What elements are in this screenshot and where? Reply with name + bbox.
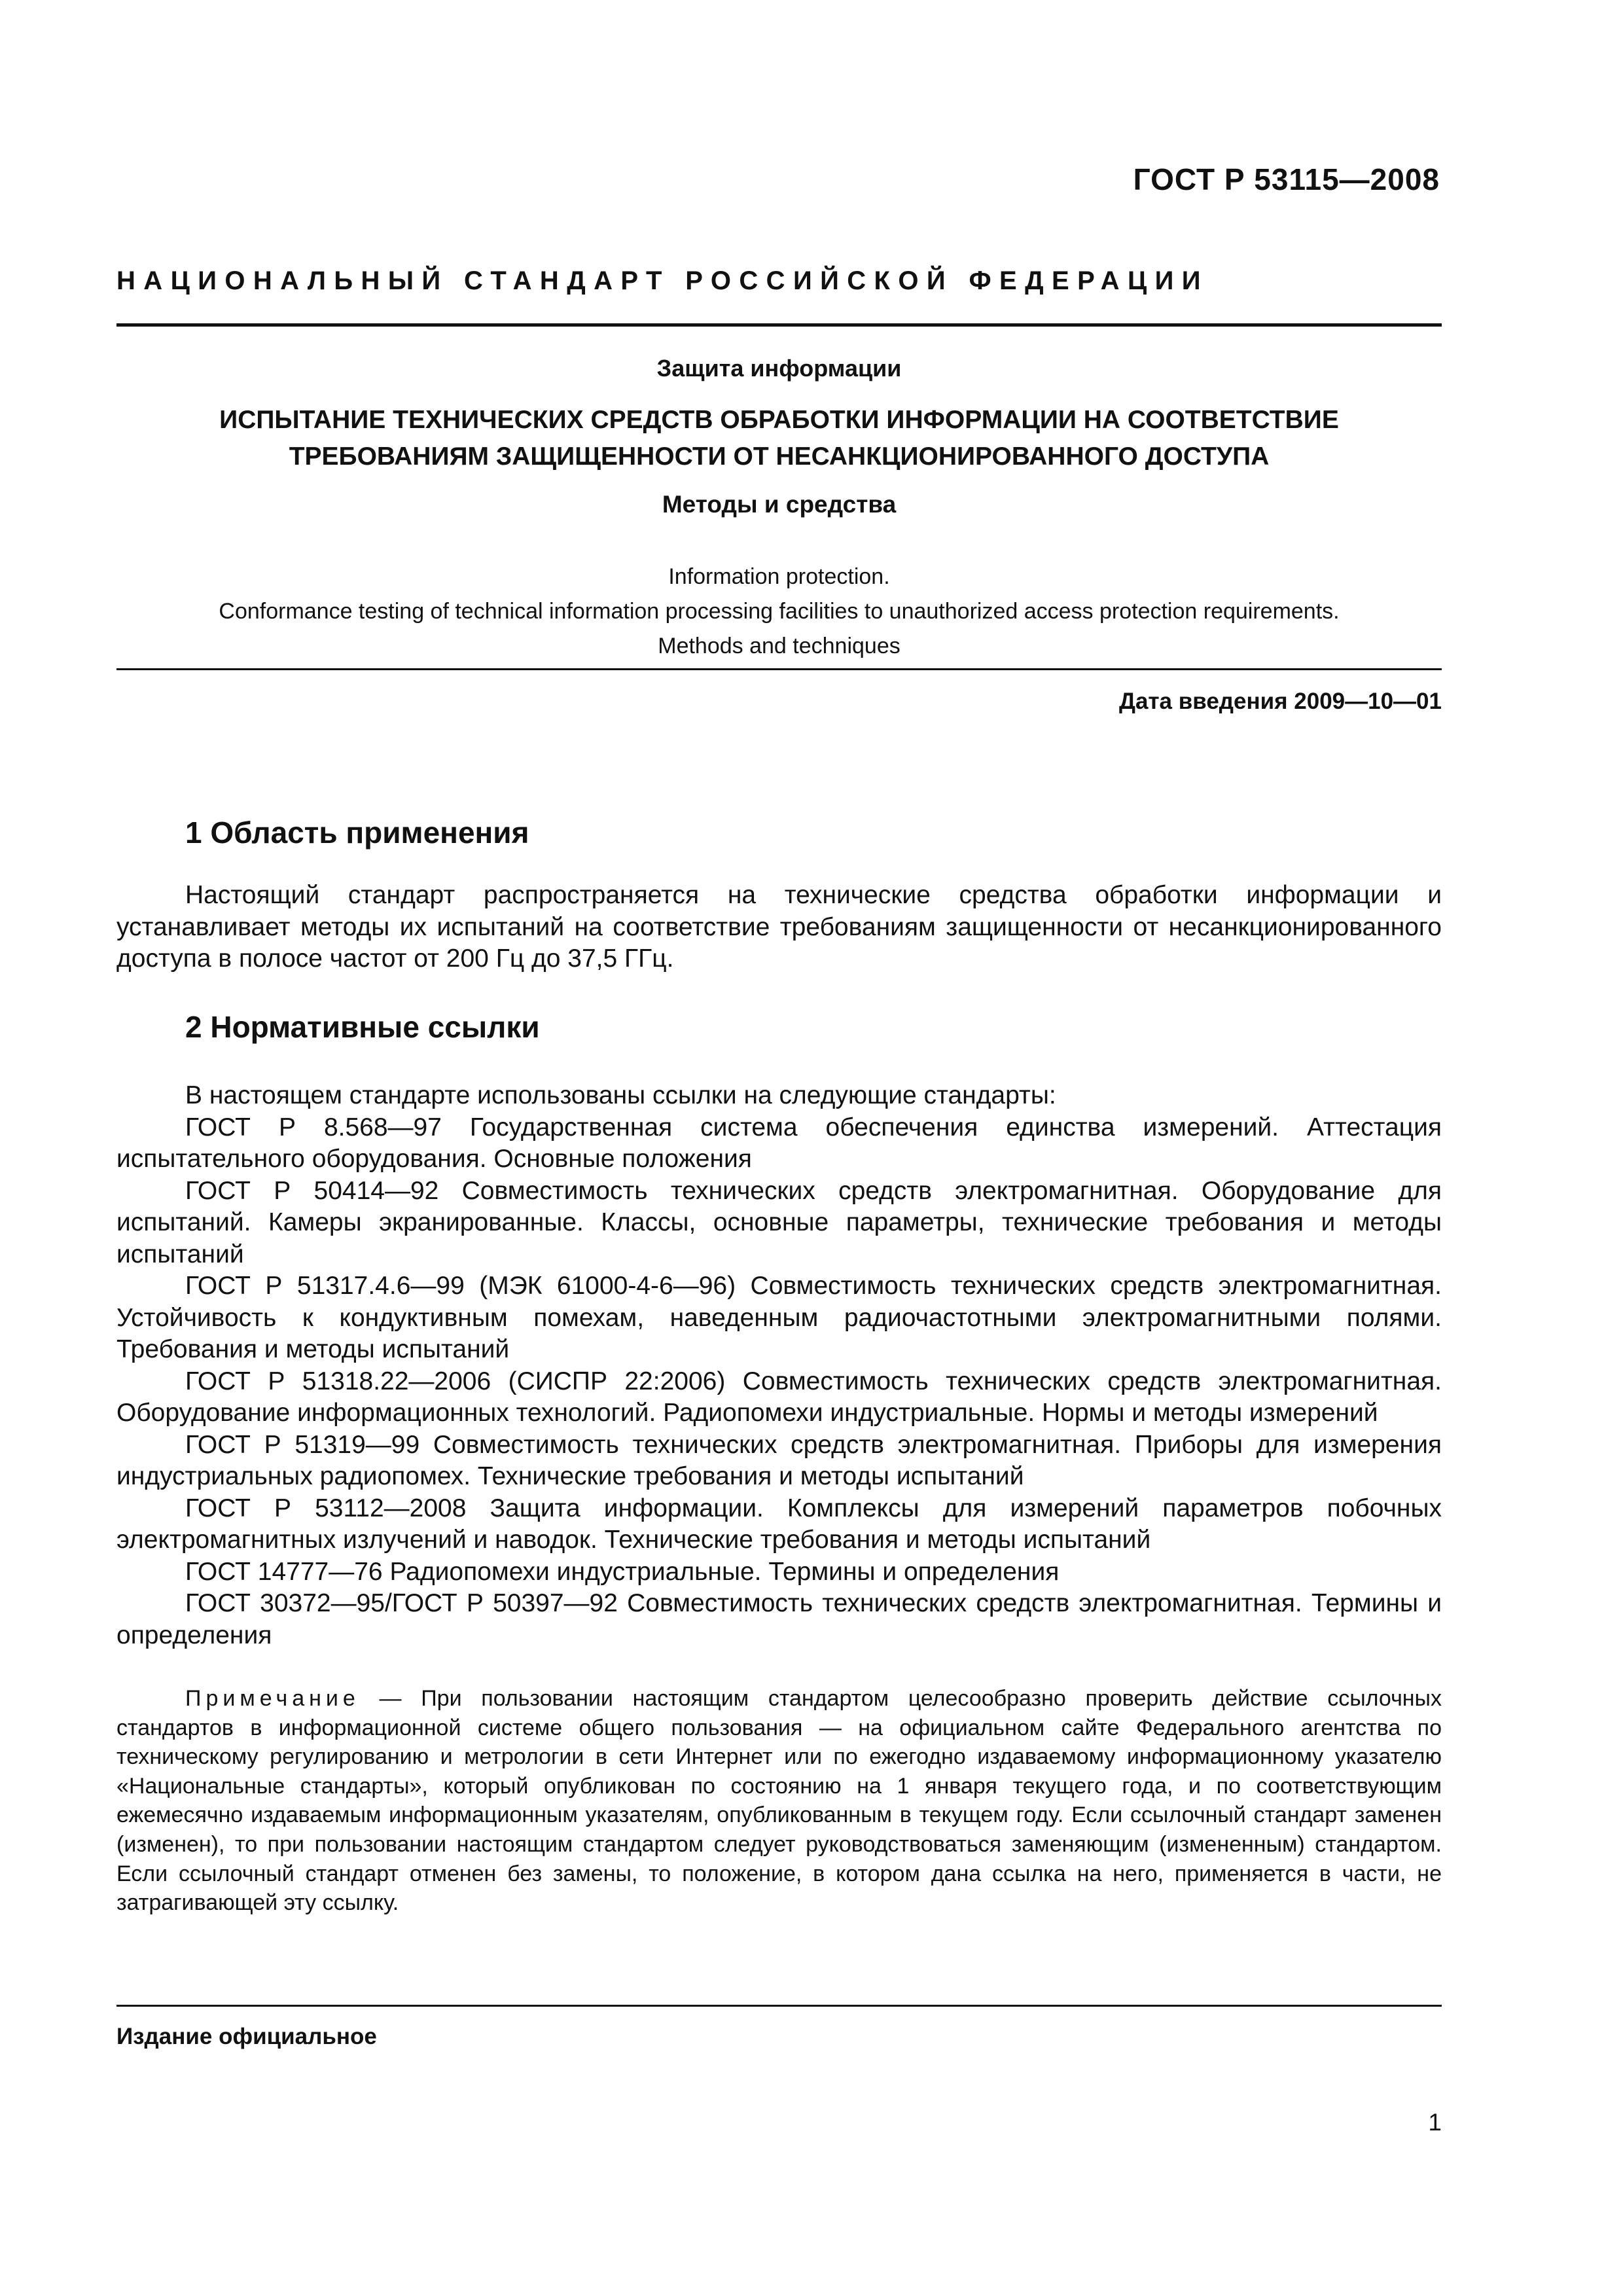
footer-divider (116, 2005, 1442, 2007)
reference-item: ГОСТ Р 51317.4.6—99 (МЭК 61000-4-6—96) Совместимость технических средств электромагнитная. Устойчивость к кондуктивным помехам, наведенным радиочастотными электромагнитными полями. Требования и методы испытаний (116, 1272, 1442, 1363)
document-title-line-2: ТРЕБОВАНИЯМ ЗАЩИЩЕННОСТИ ОТ НЕСАНКЦИОНИРОВАННОГО ДОСТУПА (289, 442, 1270, 471)
references-intro: В настоящем стандарте использованы ссылки на следующие стандарты: (185, 1081, 1056, 1109)
national-standard-heading: НАЦИОНАЛЬНЫЙ СТАНДАРТ РОССИЙСКОЙ ФЕДЕРАЦИИ (116, 266, 1209, 295)
reference-item: ГОСТ Р 53112—2008 Защита информации. Комплексы для измерений параметров побочных электромагнитных излучений и наводок. Технические требования и методы испытаний (116, 1494, 1442, 1554)
english-title (116, 560, 1442, 664)
english-title-line-1: Information protection. (668, 564, 890, 589)
reference-item: ГОСТ Р 51319—99 Совместимость технических средств электромагнитная. Приборы для измерения индустриальных радиопомех. Технические требования и методы испытаний (116, 1430, 1442, 1490)
english-title-line-3: Methods and techniques (658, 634, 901, 658)
note-label: Примечание (185, 1686, 360, 1711)
section-2-heading: 2 Нормативные ссылки (185, 1010, 540, 1044)
reference-item: ГОСТ Р 50414—92 Совместимость технических средств электромагнитная. Оборудование для испытаний. Камеры экранированные. Классы, основные параметры, технические требования и методы испытаний (116, 1176, 1442, 1268)
reference-item: ГОСТ 14777—76 Радиопомехи индустриальные. Термины и определения (185, 1557, 1060, 1586)
header-divider (116, 323, 1442, 327)
reference-item: ГОСТ 30372—95/ГОСТ Р 50397—92 Совместимость технических средств электромагнитная. Термины и определения (116, 1589, 1442, 1649)
document-title (116, 402, 1442, 475)
gost-number: ГОСТ Р 53115—2008 (1133, 162, 1440, 196)
document-title-line-1: ИСПЫТАНИЕ ТЕХНИЧЕСКИХ СРЕДСТВ ОБРАБОТКИ ИНФОРМАЦИИ НА СООТВЕТСТВИЕ (219, 406, 1339, 434)
page-number: 1 (1428, 2109, 1442, 2136)
references-note (116, 1684, 1442, 1918)
section-1-heading: 1 Область применения (185, 816, 529, 850)
reference-item: ГОСТ Р 51318.22—2006 (СИСПР 22:2006) Совместимость технических средств электромагнитная. Оборудование информационных технологий. Радиопомехи индустриальные. Нормы и методы измерений (116, 1367, 1442, 1427)
section-1-text: Настоящий стандарт распространяется на технические средства обработки информации и устанавливает методы их испытаний на соответствие требованиям защищенности от несанкционированного доступа в полосе частот от 200 Гц до 37,5 ГГц. (116, 881, 1442, 973)
document-subtitle: Методы и средства (662, 491, 897, 518)
references-list (116, 1080, 1442, 1651)
reference-item: ГОСТ Р 8.568—97 Государственная система обеспечения единства измерений. Аттестация испытательного оборудования. Основные положения (116, 1113, 1442, 1173)
document-topic: Защита информации (656, 355, 902, 382)
title-divider (116, 668, 1442, 670)
introduction-date: Дата введения 2009—10—01 (1119, 689, 1442, 714)
official-edition-label: Издание официальное (116, 2024, 377, 2049)
english-title-line-2: Conformance testing of technical information processing facilities to unauthorized access protection requirements. (219, 599, 1340, 624)
note-text: — При пользовании настоящим стандартом целесообразно проверить действие ссылочных стандартов в информационной системе общего пользования — на официальном сайте Федерального агентства по техническому регулированию и метрологии в сети Интернет или по ежегодно издаваемому информационному указателю «Национальные стандарты», который опубликован по состоянию на 1 января текущего года, и по соответствующим ежемесячно издаваемым информационным указателям, опубликованным в текущем году. Если ссылочный стандарт заменен (изменен), то при пользовании настоящим стандартом следует руководствоваться заменяющим (измененным) стандартом. Если ссылочный стандарт отменен без замены, то положение, в котором дана ссылка на него, применяется в части, не затрагивающей эту ссылку. (116, 1686, 1442, 1916)
